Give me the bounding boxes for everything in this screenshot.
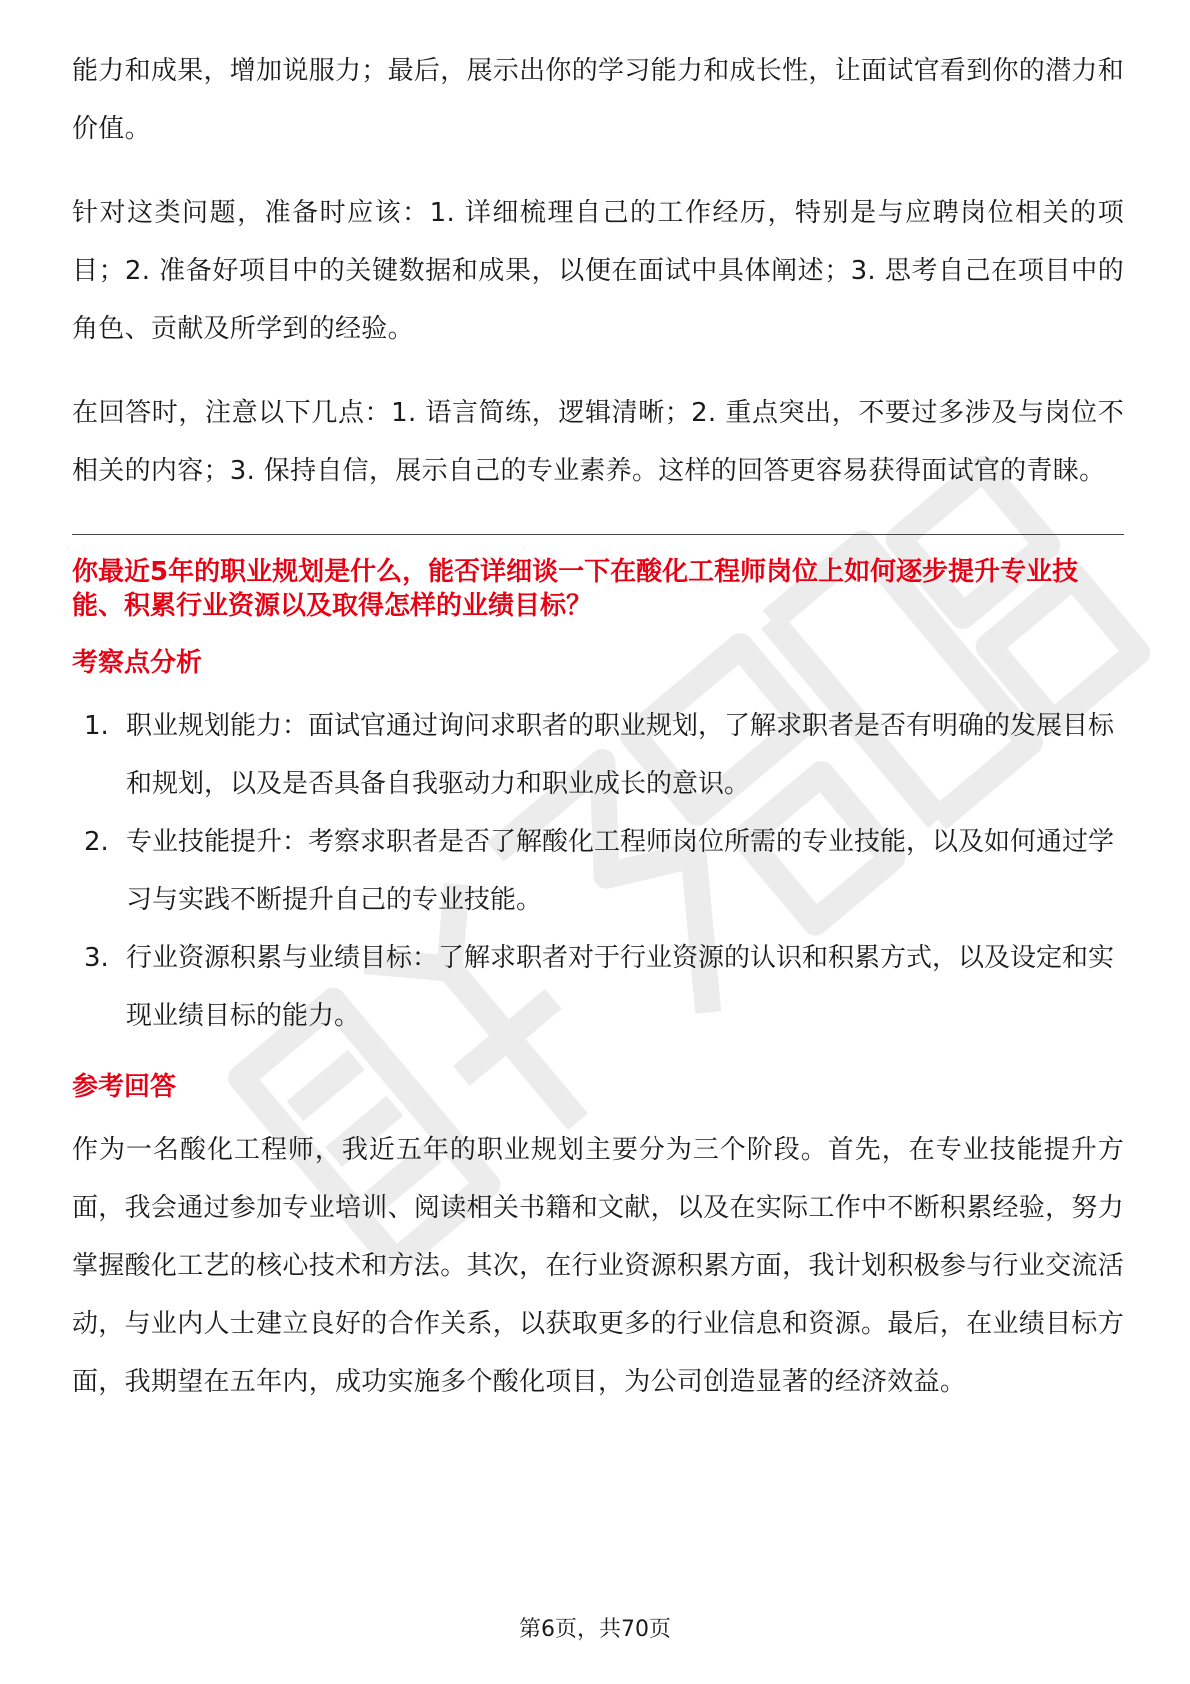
list-item	[72, 697, 1124, 813]
answer-title: 参考回答	[72, 1072, 177, 1102]
intro-paragraph-1: 能力和成果，增加说服力；最后，展示出你的学习能力和成长性，让面试官看到你的潜力和价值。	[72, 56, 1125, 144]
section-divider	[72, 534, 1124, 535]
list-item-number: 2.	[84, 827, 109, 857]
list-item-text: 专业技能提升：考察求职者是否了解酸化工程师岗位所需的专业技能，以及如何通过学习与实践不断提升自己的专业技能。	[126, 827, 1115, 915]
answer-paragraph: 作为一名酸化工程师，我近五年的职业规划主要分为三个阶段。首先，在专业技能提升方面，我会通过参加专业培训、阅读相关书籍和文献，以及在实际工作中不断积累经验，努力掌握酸化工艺的核心技术和方法。其次，在行业资源积累方面，我计划积极参与行业交流活动，与业内人士建立良好的合作关系，以获取更多的行业信息和资源。最后，在业绩目标方面，我期望在五年内，成功实施多个酸化项目，为公司创造显著的经济效益。	[72, 1135, 1125, 1397]
list-item-text: 职业规划能力：面试官通过询问求职者的职业规划，了解求职者是否有明确的发展目标和规划，以及是否具备自我驱动力和职业成长的意识。	[126, 711, 1115, 799]
list-item-number: 3.	[84, 943, 109, 973]
list-item-text: 行业资源积累与业绩目标：了解求职者对于行业资源的认识和积累方式，以及设定和实现业绩目标的能力。	[126, 943, 1115, 1031]
analysis-title: 考察点分析	[72, 648, 203, 678]
list-item-number: 1.	[84, 711, 109, 741]
intro-paragraph-2: 针对这类问题，准备时应该：1. 详细梳理自己的工作经历，特别是与应聘岗位相关的项目；2. 准备好项目中的关键数据和成果，以便在面试中具体阐述；3. 思考自己在项目中的角色、贡献及所学到的经验。	[72, 198, 1124, 344]
interview-question: 你最近5年的职业规划是什么，能否详细谈一下在酸化工程师岗位上如何逐步提升专业技能、积累行业资源以及取得怎样的业绩目标？	[72, 557, 1079, 621]
list-item	[72, 929, 1124, 1045]
page-content	[72, 42, 1124, 1411]
analysis-list	[72, 697, 1124, 1045]
list-item	[72, 813, 1124, 929]
page-number: 第6页，共70页	[519, 1617, 671, 1642]
intro-paragraph-3: 在回答时，注意以下几点：1. 语言简练，逻辑清晰；2. 重点突出，不要过多涉及与岗位不相关的内容；3. 保持自信，展示自己的专业素养。这样的回答更容易获得面试官的青睐。	[72, 398, 1124, 486]
